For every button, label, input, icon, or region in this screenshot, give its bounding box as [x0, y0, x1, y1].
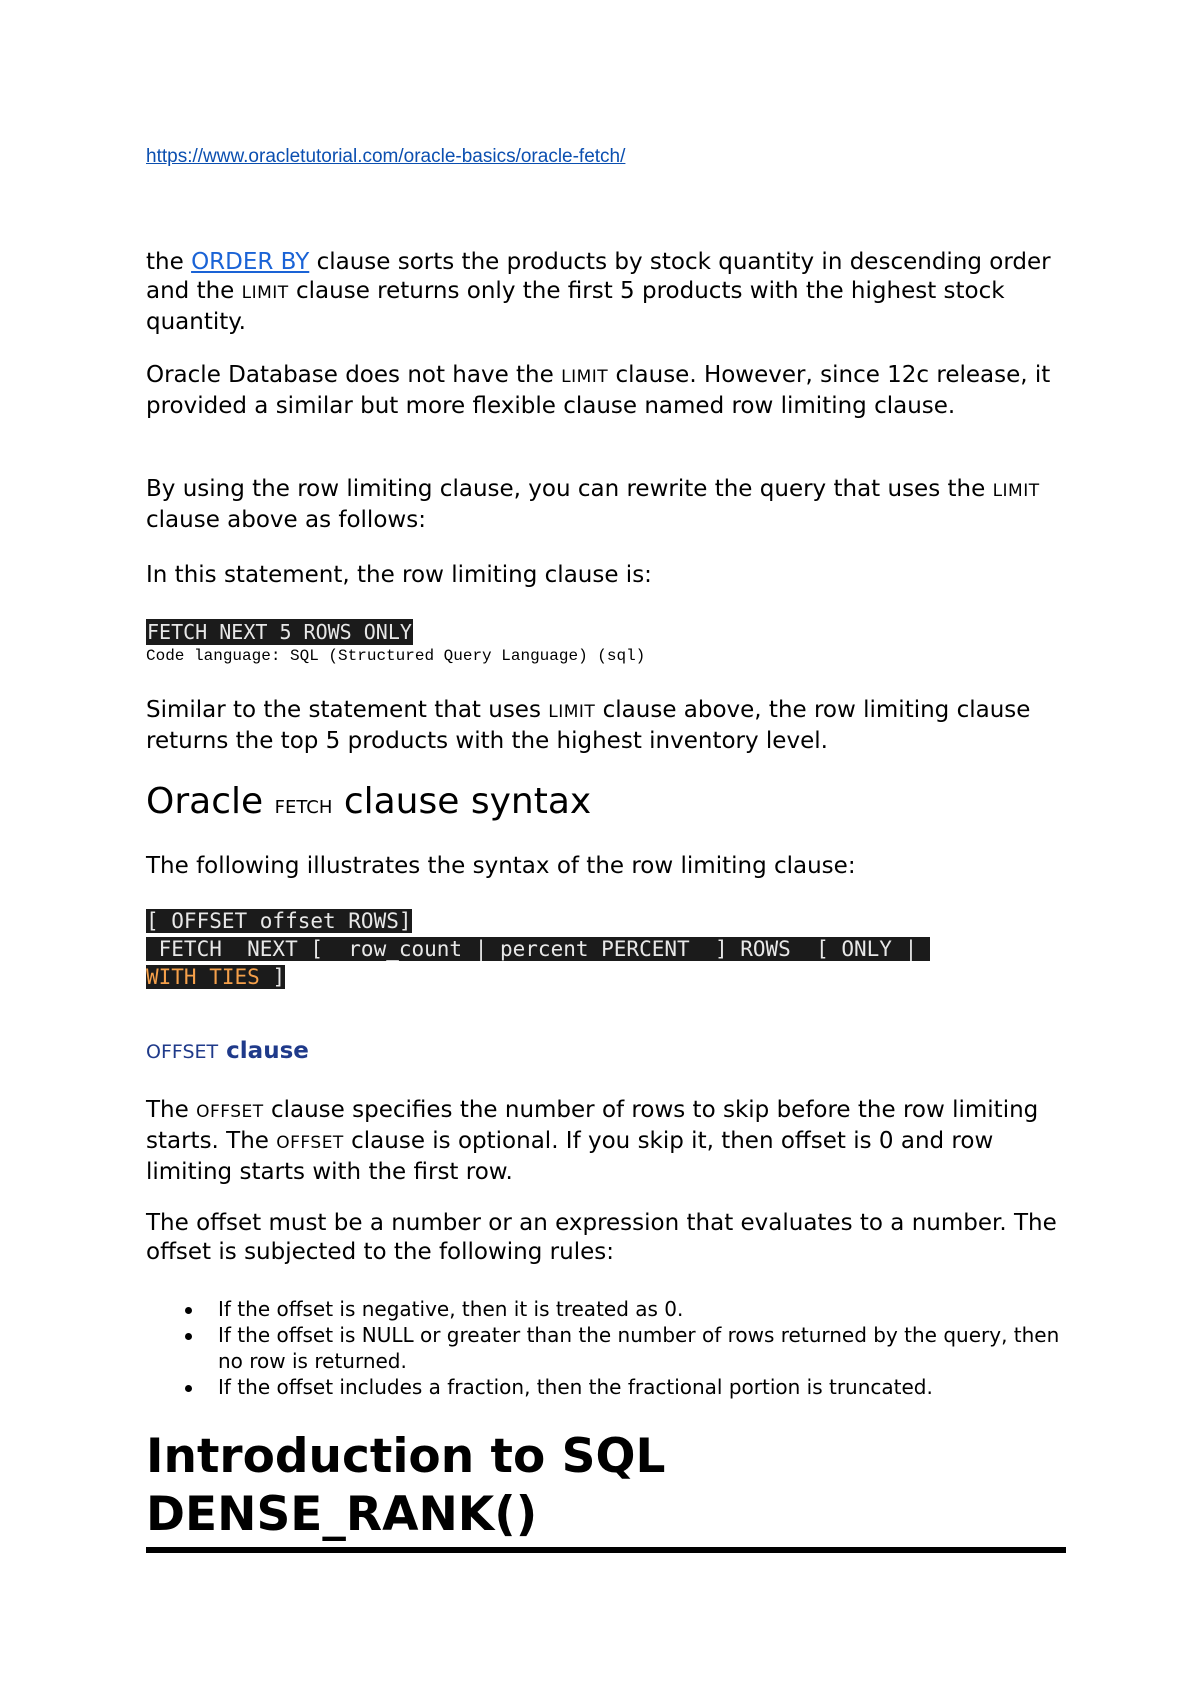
text: If the offset is NULL or greater than the number of rows returned by the query, then no row is returned. [218, 1323, 1060, 1373]
text: Similar to the statement that uses [146, 697, 549, 723]
text: clause [218, 1038, 309, 1064]
offset-keyword: OFFSET [276, 1133, 344, 1153]
paragraph-oracle-limit [146, 361, 1066, 421]
list-item [146, 1322, 1066, 1374]
paragraph-rewrite [146, 475, 1066, 535]
paragraph-order-by [146, 248, 1066, 337]
text: clause above as follows: [146, 507, 426, 533]
code-with-ties: WITH TIES [146, 965, 260, 989]
title-underline [146, 1547, 1066, 1553]
code-language-caption: Code language: SQL (Structured Query Language) (sql) [146, 647, 646, 665]
heading-offset-clause [146, 1038, 309, 1064]
limit-keyword: LIMIT [561, 367, 609, 387]
order-by-link[interactable]: ORDER BY [191, 249, 310, 275]
text: clause specifies the number of rows to skip before the row limiting starts. The [146, 1097, 1039, 1154]
offset-keyword: OFFSET [196, 1102, 264, 1122]
text: clause above, the row limiting clause returns the top 5 products with the highest inventory level. [146, 697, 1031, 754]
fetch-keyword: FETCH [274, 797, 333, 818]
list-item [146, 1374, 1066, 1400]
text: If the offset includes a fraction, then the fractional portion is truncated. [218, 1375, 933, 1399]
text: clause sorts the products by stock quantity in descending order and the [146, 249, 1051, 304]
bullet-icon [185, 1333, 192, 1340]
text: By using the row limiting clause, you can rewrite the query that uses the [146, 476, 993, 502]
source-link[interactable]: https://www.oracletutorial.com/oracle-basics/oracle-fetch/ [146, 146, 626, 167]
offset-rules-list [146, 1296, 1066, 1400]
text: If the offset is negative, then it is treated as 0. [218, 1297, 684, 1321]
paragraph-offset-desc [146, 1096, 1066, 1187]
title-dense-rank: Introduction to SQL DENSE_RANK() [146, 1429, 666, 1542]
bullet-icon [185, 1385, 192, 1392]
text: clause returns only the first 5 products with the highest stock quantity. [146, 278, 1005, 335]
offset-keyword: OFFSET [146, 1041, 219, 1063]
text: Oracle [146, 781, 275, 822]
code-line-2: FETCH NEXT [ row_count | percent PERCENT ] ROWS [ ONLY | [146, 937, 930, 961]
paragraph-statement: In this statement, the row limiting clause is: [146, 562, 652, 588]
code-line-3-end: ] [259, 965, 286, 989]
text: Oracle Database does not have the [146, 362, 562, 388]
paragraph-offset-rules: The offset must be a number or an expression that evaluates to a number. The offset is subjected to the following rules: [146, 1210, 1057, 1265]
limit-keyword: LIMIT [548, 702, 596, 722]
paragraph-illustrates: The following illustrates the syntax of the row limiting clause: [146, 853, 856, 879]
paragraph-similar [146, 696, 1066, 756]
text: clause syntax [332, 781, 592, 822]
code-line-1: [ OFFSET offset ROWS] [146, 909, 412, 933]
text: the [146, 249, 192, 275]
limit-keyword: LIMIT [992, 481, 1040, 501]
heading-fetch-syntax [146, 781, 591, 822]
bullet-icon [185, 1307, 192, 1314]
limit-keyword: LIMIT [241, 283, 289, 303]
list-item [146, 1296, 1066, 1322]
text: The [146, 1097, 197, 1123]
text: clause is optional. If you skip it, then offset is 0 and row limiting starts with the first row. [146, 1128, 994, 1185]
code-fetch-next: FETCH NEXT 5 ROWS ONLY [147, 620, 412, 644]
syntax-code-block [146, 907, 930, 991]
text: clause. However, since 12c release, it provided a similar but more flexible clause named row limiting clause. [146, 362, 1051, 419]
